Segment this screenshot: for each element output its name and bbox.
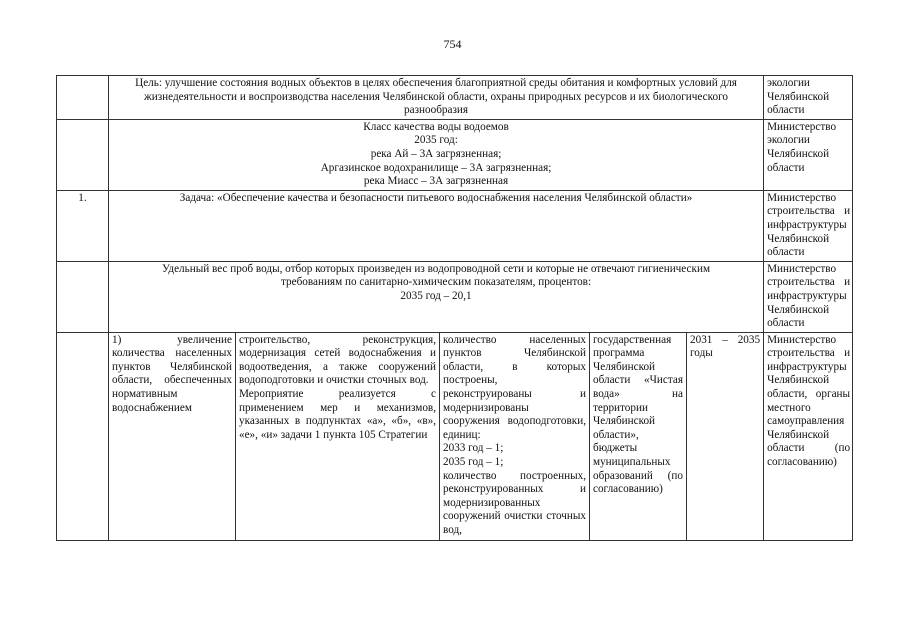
activity-paragraph: строительство, реконструкция, модернизация сетей водоснабжения и водоотведения, а также сооружений водоподготовки и очистки сточных вод. — [239, 333, 436, 387]
indicator-line: Аргазинское водохранилище – 3А загрязненная; — [320, 161, 552, 174]
water-samples-indicator — [109, 261, 764, 332]
result-paragraph: количество населенных пунктов Челябинской области, в которых построены, реконструированы и модернизированы сооружения водоподготовки, единиц: — [443, 333, 586, 441]
measure-direction: 1) увеличение количества населенных пунктов Челябинской области, обеспеченных нормативным водоснабжением — [109, 332, 236, 540]
indicator-line: требованиям по санитарно-химическим показателям, процентов: — [280, 276, 592, 289]
result-line: 2033 год – 1; — [443, 442, 504, 455]
measure-ministry: Министерство строительства и инфраструктуры Челябинской области, органы местного самоуправления Челябинской области (по согласованию) — [764, 332, 853, 540]
indicator-line: Удельный вес проб воды, отбор которых произведен из водопроводной сети и которые не отвечают гигиеническим — [162, 262, 711, 275]
indicator-line: река Ай – 3А загрязненная; — [370, 147, 502, 160]
measure-number-cell — [57, 332, 109, 540]
goal-ministry: экологии Челябинской области — [764, 76, 853, 120]
indicator-number-cell — [57, 261, 109, 332]
indicator-line: Класс качества воды водоемов — [363, 120, 509, 133]
measure-program: государственная программа Челябинской области «Чистая вода» на территории Челябинской области», бюджеты муниципальных образований (по согласованию) — [590, 332, 687, 540]
activity-paragraph: Мероприятие реализуется с применением мер и механизмов, указанных в подпунктах «а», «б», «в», «е», «и» задачи 1 пункта 105 Стратегии — [239, 388, 436, 441]
result-paragraph: количество построенных, реконструированных и модернизированных сооружений очистки сточных вод, — [443, 469, 586, 536]
indicator-line: река Миасс – 3А загрязненная — [363, 175, 509, 188]
strategy-table — [56, 75, 853, 541]
measure-row — [57, 332, 853, 540]
result-line: 2035 год – 1; — [443, 456, 504, 469]
task-text: Задача: «Обеспечение качества и безопасности питьевого водоснабжения населения Челябинской области» — [109, 190, 764, 261]
task-number: 1. — [57, 190, 109, 261]
indicator-number-cell — [57, 119, 109, 190]
indicator-row — [57, 119, 853, 190]
goal-row — [57, 76, 853, 120]
measure-result — [440, 332, 590, 540]
indicator-ministry: Министерство экологии Челябинской области — [764, 119, 853, 190]
measure-period: 2031 – 2035 годы — [687, 332, 764, 540]
water-quality-indicator — [109, 119, 764, 190]
indicator-ministry: Министерство строительства и инфраструктуры Челябинской области — [764, 261, 853, 332]
goal-number-cell — [57, 76, 109, 120]
indicator-line: 2035 год – 20,1 — [400, 289, 472, 302]
indicator-line: 2035 год: — [414, 134, 458, 147]
measure-activity — [236, 332, 440, 540]
page-number: 754 — [443, 37, 462, 51]
task-ministry: Министерство строительства и инфраструктуры Челябинской области — [764, 190, 853, 261]
indicator-row — [57, 261, 853, 332]
goal-text: Цель: улучшение состояния водных объектов в целях обеспечения благоприятной среды обитания и комфортных условий для жизнедеятельности и воспроизводства населения Челябинской области, охраны природных ресурсов и их биологического разнообразия — [109, 76, 764, 120]
task-row — [57, 190, 853, 261]
